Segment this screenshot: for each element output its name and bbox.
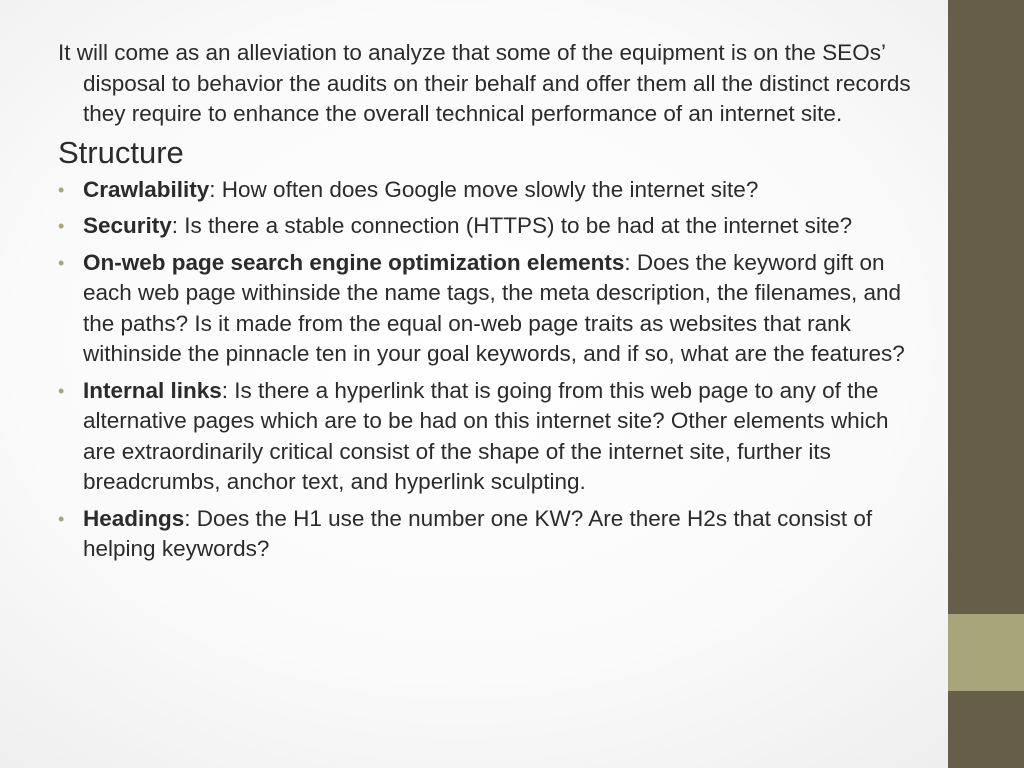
bullet-dot-icon: • <box>58 380 65 401</box>
bullet-text: : Does the keyword gift on each web page withinside the name tags, the meta description, the filenames, and the paths? Is it made from the equal on-web page traits as websites that rank withinside the pinnacle ten in your goal keywords, and if so, what are the features? <box>83 249 905 366</box>
bullet-dot-icon: • <box>58 216 65 236</box>
bullet-item-headings <box>58 504 920 565</box>
bullet-term: Security <box>83 213 172 238</box>
bullet-text: : Does the H1 use the number one KW? Are there H2s that consist of helping keywords? <box>83 505 873 561</box>
bullet-term: On-web page search engine optimization elements <box>83 249 625 275</box>
bullet-item-security <box>58 211 920 242</box>
bullet-item-onpage-seo <box>58 248 920 370</box>
bullet-dot-icon: • <box>58 508 65 529</box>
intro-paragraph: It will come as an alleviation to analyze that some of the equipment is on the SEOs’ disposal to behavior the audits on their behalf and offer them all the distinct records they require to enhance the overall technical performance of an internet site. <box>58 40 911 126</box>
bullet-text: : Is there a hyperlink that is going from this web page to any of the alternative pages which are to be had on this internet site? Other elements which are extraordinarily critical consist of the shape of the internet site, further its breadcrumbs, anchor text, and hyperlink sculpting. <box>83 377 889 494</box>
bullet-text: : Is there a stable connection (HTTPS) to be had at the internet site? <box>171 213 853 238</box>
side-accent-block <box>948 614 1024 691</box>
bullet-dot-icon: • <box>58 179 65 200</box>
bullet-term: Internal links <box>83 377 222 403</box>
bullet-term: Headings <box>83 505 185 531</box>
bullet-item-crawlability <box>58 175 920 206</box>
bullet-dot-icon: • <box>58 252 65 273</box>
bullet-term: Crawlability <box>83 176 210 202</box>
bullet-item-internal-links <box>58 376 920 498</box>
section-title: Structure <box>58 134 184 170</box>
slide-content <box>58 38 920 571</box>
bullet-text: : How often does Google move slowly the internet site? <box>209 176 759 202</box>
bullet-list <box>58 175 920 565</box>
